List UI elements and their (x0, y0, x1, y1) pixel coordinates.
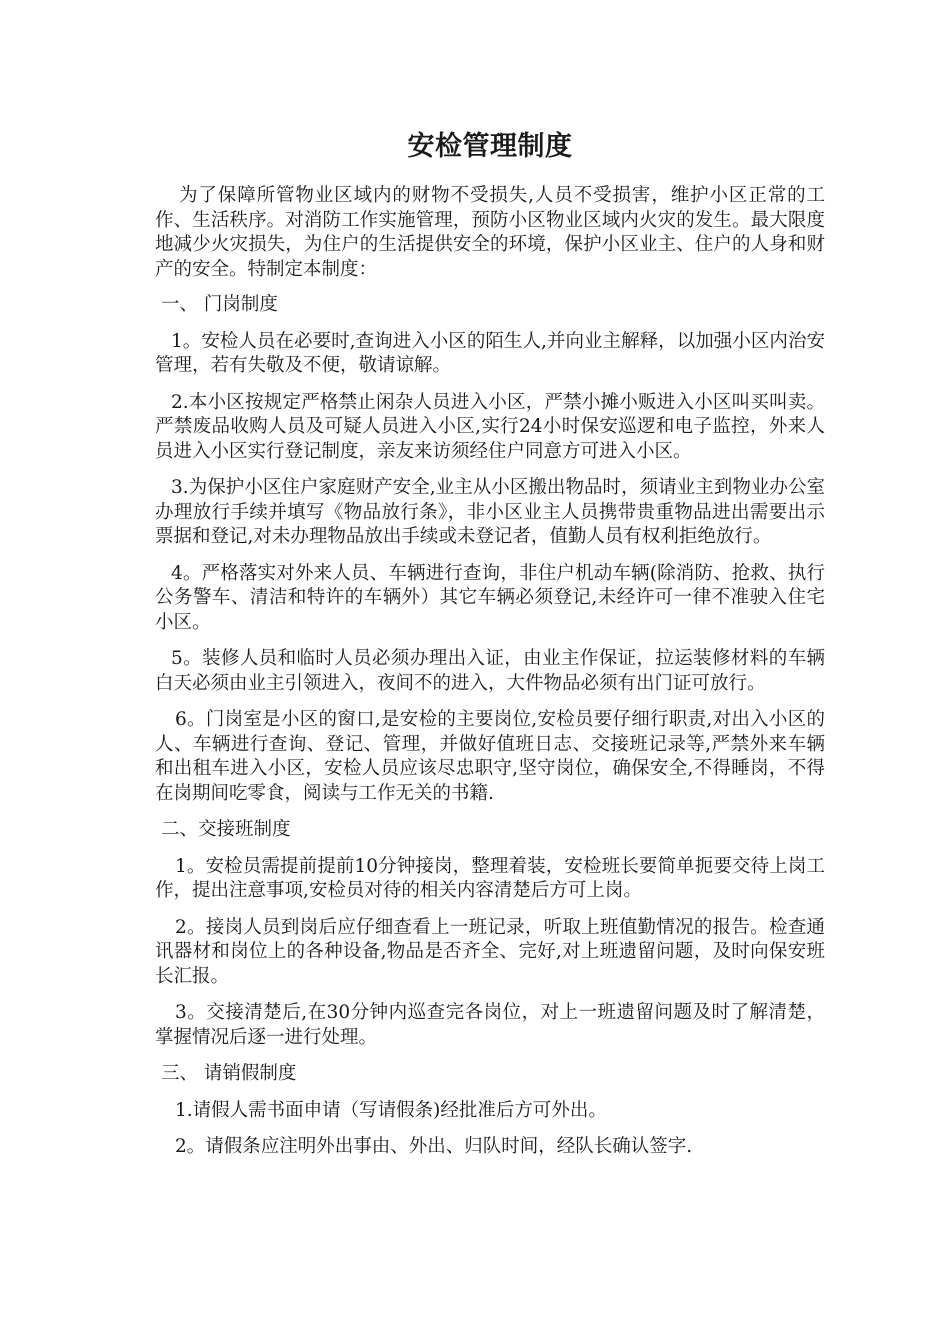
document-page (155, 128, 825, 1172)
leave-rule-2: 2。请假条应注明外出事由、外出、归队时间，经队长确认签字. (175, 1136, 693, 1157)
section-heading-shift: 二、交接班制度 (161, 819, 291, 840)
shift-rule-3: 3。交接清楚后,在30分钟内巡查完各岗位，对上一班遗留问题及时了解清楚，掌握情况后逐一进行处理。 (155, 1002, 825, 1048)
gate-rule-2: 2.本小区按规定严格禁止闲杂人员进入小区，严禁小摊小贩进入小区叫买叫卖。严禁废品收购人员及可疑人员进入小区,实行24小时保安巡逻和电子监控，外来人员进入小区实行登记制度，亲友来访须经住户同意方可进入小区。 (155, 391, 825, 462)
intro-paragraph: 为了保障所管物业区域内的财物不受损失,人员不受损害，维护小区正常的工作、生活秩序。对消防工作实施管理，预防小区物业区域内火灾的发生。最大限度地减少火灾损失，为住户的生活提供安全的环境，保护小区业主、住户的人身和财产的安全。特制定本制度： (155, 185, 825, 280)
gate-rule-1: 1。安检人员在必要时,查询进入小区的陌生人,并向业主解释，以加强小区内治安管理，若有失敬及不便，敬请谅解。 (155, 330, 825, 376)
gate-rule-6: 6。门岗室是小区的窗口,是安检的主要岗位,安检员要仔细行职责,对出入小区的人、车辆进行查询、登记、管理，并做好值班日志、交接班记录等,严禁外来车辆和出租车进入小区，安检人员应该尽忠职守,坚守岗位，确保安全,不得睡岗，不得在岗期间吃零食，阅读与工作无关的书籍. (155, 709, 825, 804)
shift-rule-2: 2。接岗人员到岗后应仔细查看上一班记录，听取上班值勤情况的报告。检查通讯器材和岗位上的各种设备,物品是否齐全、完好,对上班遗留问题，及时向保安班长汇报。 (155, 916, 825, 987)
section-heading-leave: 三、 请销假制度 (161, 1063, 297, 1084)
leave-rule-1: 1.请假人需书面申请（写请假条)经批准后方可外出。 (175, 1099, 607, 1121)
shift-rule-1: 1。安检员需提前提前10分钟接岗，整理着装，安检班长要简单扼要交待上岗工作，提出注意事项,安检员对待的相关内容清楚后方可上岗。 (155, 855, 825, 901)
gate-rule-3: 3.为保护小区住户家庭财产安全,业主从小区搬出物品时，须请业主到物业办公室办理放行手续并填写《物品放行条》，非小区业主人员携带贵重物品进出需要出示票据和登记,对未办理物品放出手续或未登记者，值勤人员有权利拒绝放行。 (155, 477, 825, 547)
document-title: 安检管理制度 (407, 131, 573, 162)
gate-rule-4: 4。严格落实对外来人员、车辆进行查询，非住户机动车辆(除消防、抢救、执行公务警车、清洁和特许的车辆外）其它车辆必须登记,未经许可一律不准驶入住宅小区。 (155, 562, 825, 633)
gate-rule-5: 5。装修人员和临时人员必须办理出入证，由业主作保证，拉运装修材料的车辆白天必须由业主引领进入，夜间不的进入，大件物品必须有出门证可放行。 (155, 648, 825, 694)
section-heading-gate: 一、 门岗制度 (161, 294, 278, 315)
